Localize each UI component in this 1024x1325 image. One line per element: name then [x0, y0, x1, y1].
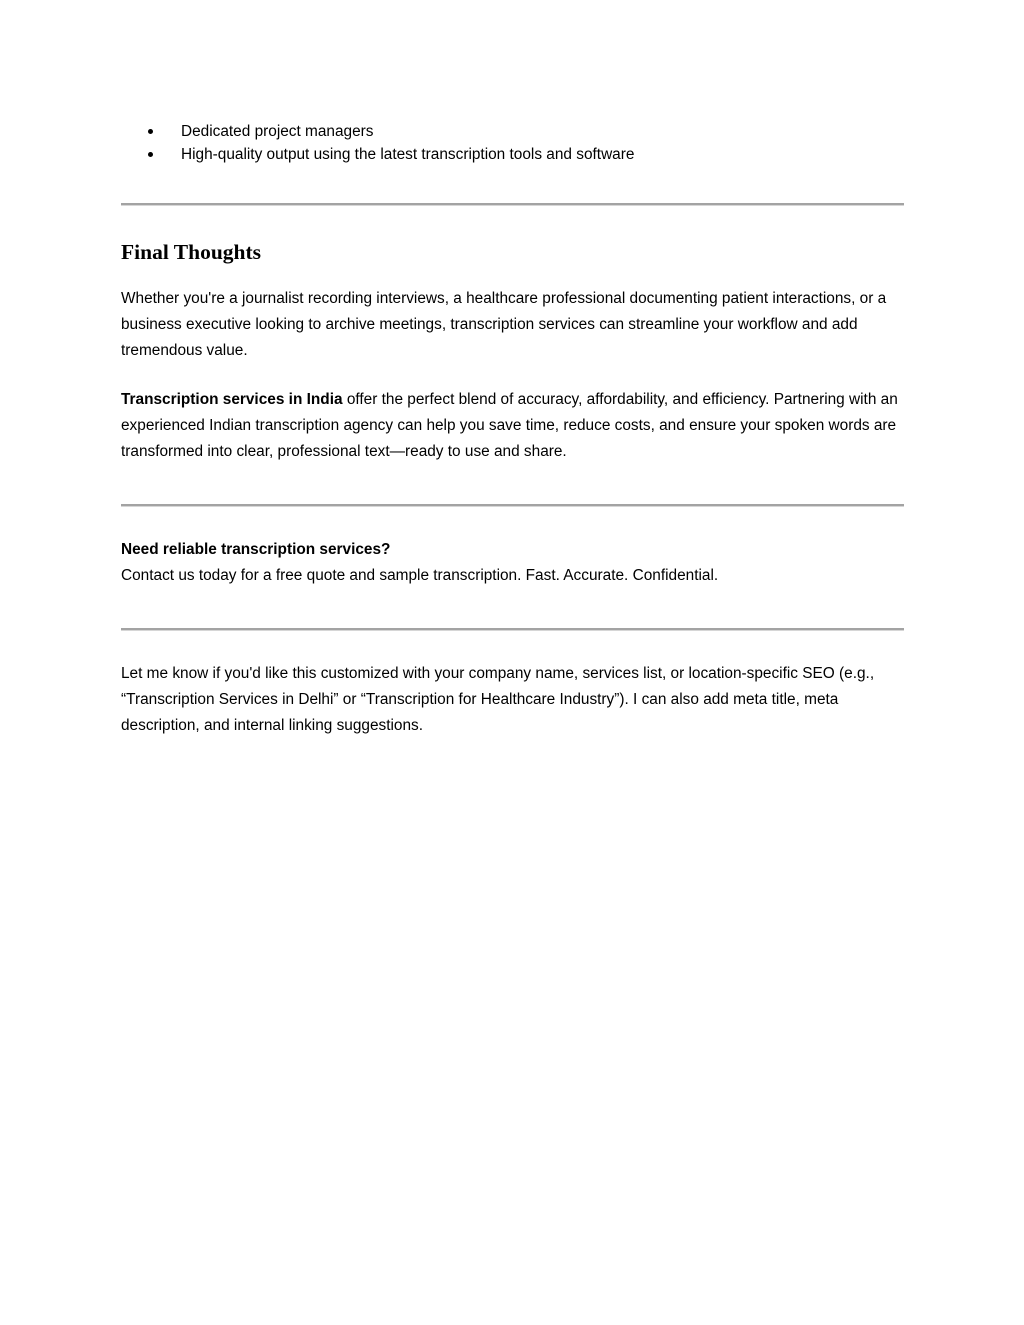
cta-title: Need reliable transcription services?: [121, 541, 391, 558]
bullet-icon: [148, 152, 153, 157]
cta-text: Contact us today for a free quote and sample transcription. Fast. Accurate. Confidential.: [121, 567, 719, 584]
list-item: [121, 143, 634, 166]
list-item-text: High-quality output using the latest transcription tools and software: [181, 146, 635, 163]
horizontal-divider: [121, 504, 904, 507]
horizontal-divider: [121, 203, 904, 206]
section-heading: Final Thoughts: [121, 240, 262, 264]
closing-note-paragraph: Let me know if you'd like this customized with your company name, services list, or location-specific SEO (e.g., “Transcription Services in Delhi” or “Transcription for Healthcare Industry”). I can also add meta title, meta description, and internal linking suggestions.: [121, 665, 875, 734]
cta-block: [121, 537, 911, 589]
paragraph-text: offer the perfect blend of accuracy, affordability, and efficiency. Partnering with an experienced Indian transcription agency can help you save time, reduce costs, and ensure your spoken words are transformed into clear, professional text—ready to use and share.: [121, 391, 898, 460]
bullet-icon: [148, 129, 153, 134]
india-services-paragraph: [121, 387, 911, 465]
feature-bullet-list: [121, 120, 634, 166]
bold-phrase: Transcription services in India: [121, 391, 343, 408]
list-item: [121, 120, 634, 143]
list-item-text: Dedicated project managers: [181, 123, 374, 140]
final-thoughts-paragraph: Whether you're a journalist recording interviews, a healthcare professional documenting patient interactions, or a business executive looking to archive meetings, transcription services can streamline your workflow and add tremendous value.: [121, 290, 887, 359]
horizontal-divider: [121, 628, 904, 631]
